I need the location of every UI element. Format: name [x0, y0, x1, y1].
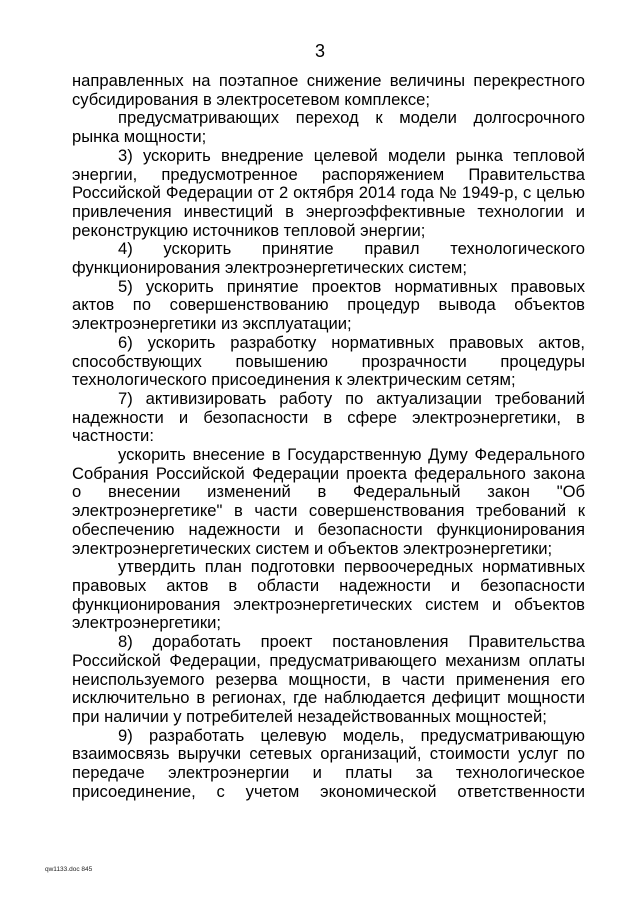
- paragraph-3: 3) ускорить внедрение целевой модели рынка тепловой энергии, предусмотренное распоряжением Правительства Российской Федерации от 2 октября 2014 года № 1949-р, с целью привлечения инвестиций в энергоэффективные технологии и реконструкцию источников тепловой энергии;: [72, 145, 585, 240]
- page-number: 3: [314, 41, 325, 61]
- paragraph-9: утвердить план подготовки первоочередных нормативных правовых актов в области надежности и безопасности функционирования электроэнергетических систем и объектов электроэнергетики;: [72, 557, 585, 633]
- paragraph-5: 5) ускорить принятие проектов нормативных правовых актов по совершенствованию процедур вывода объектов электроэнергетики из эксплуатации;: [72, 276, 585, 334]
- paragraph-2: предусматривающих переход к модели долгосрочного рынка мощности;: [72, 108, 585, 147]
- paragraph-11: 9) разработать целевую модель, предусматривающую взаимосвязь выручки сетевых организаций, стоимости услуг по передаче электроэнергии и платы за технологическое присоединение, с учетом экономической ответственности: [72, 725, 585, 801]
- paragraph-4: 4) ускорить принятие правил технологического функционирования электроэнергетических систем;: [72, 239, 585, 278]
- document-body: [72, 72, 585, 801]
- paragraph-7: 7) активизировать работу по актуализации требований надежности и безопасности в сфере электроэнергетики, в частности:: [72, 388, 585, 446]
- paragraph-1: направленных на поэтапное снижение величины перекрестного субсидирования в электросетевом комплексе;: [72, 71, 585, 109]
- paragraph-6: 6) ускорить разработку нормативных правовых актов, способствующих повышению прозрачности процедуры технологического присоединения к электрическим сетям;: [72, 332, 585, 390]
- paragraph-8: ускорить внесение в Государственную Думу Федерального Собрания Российской Федерации проекта федерального закона о внесении изменений в Федеральный закон "Об электроэнергетике" в части совершенствования требований к обеспечению надежности и безопасности функционирования электроэнергетических систем и объектов электроэнергетики;: [72, 445, 585, 558]
- footer-file-reference: qw1133.doc 845: [45, 866, 93, 873]
- paragraph-10: 8) доработать проект постановления Правительства Российской Федерации, предусматривающего механизм оплаты неиспользуемого резерва мощности, в части применения его исключительно в регионах, где наблюдается дефицит мощности при наличии у потребителей незадействованных мощностей;: [72, 632, 585, 726]
